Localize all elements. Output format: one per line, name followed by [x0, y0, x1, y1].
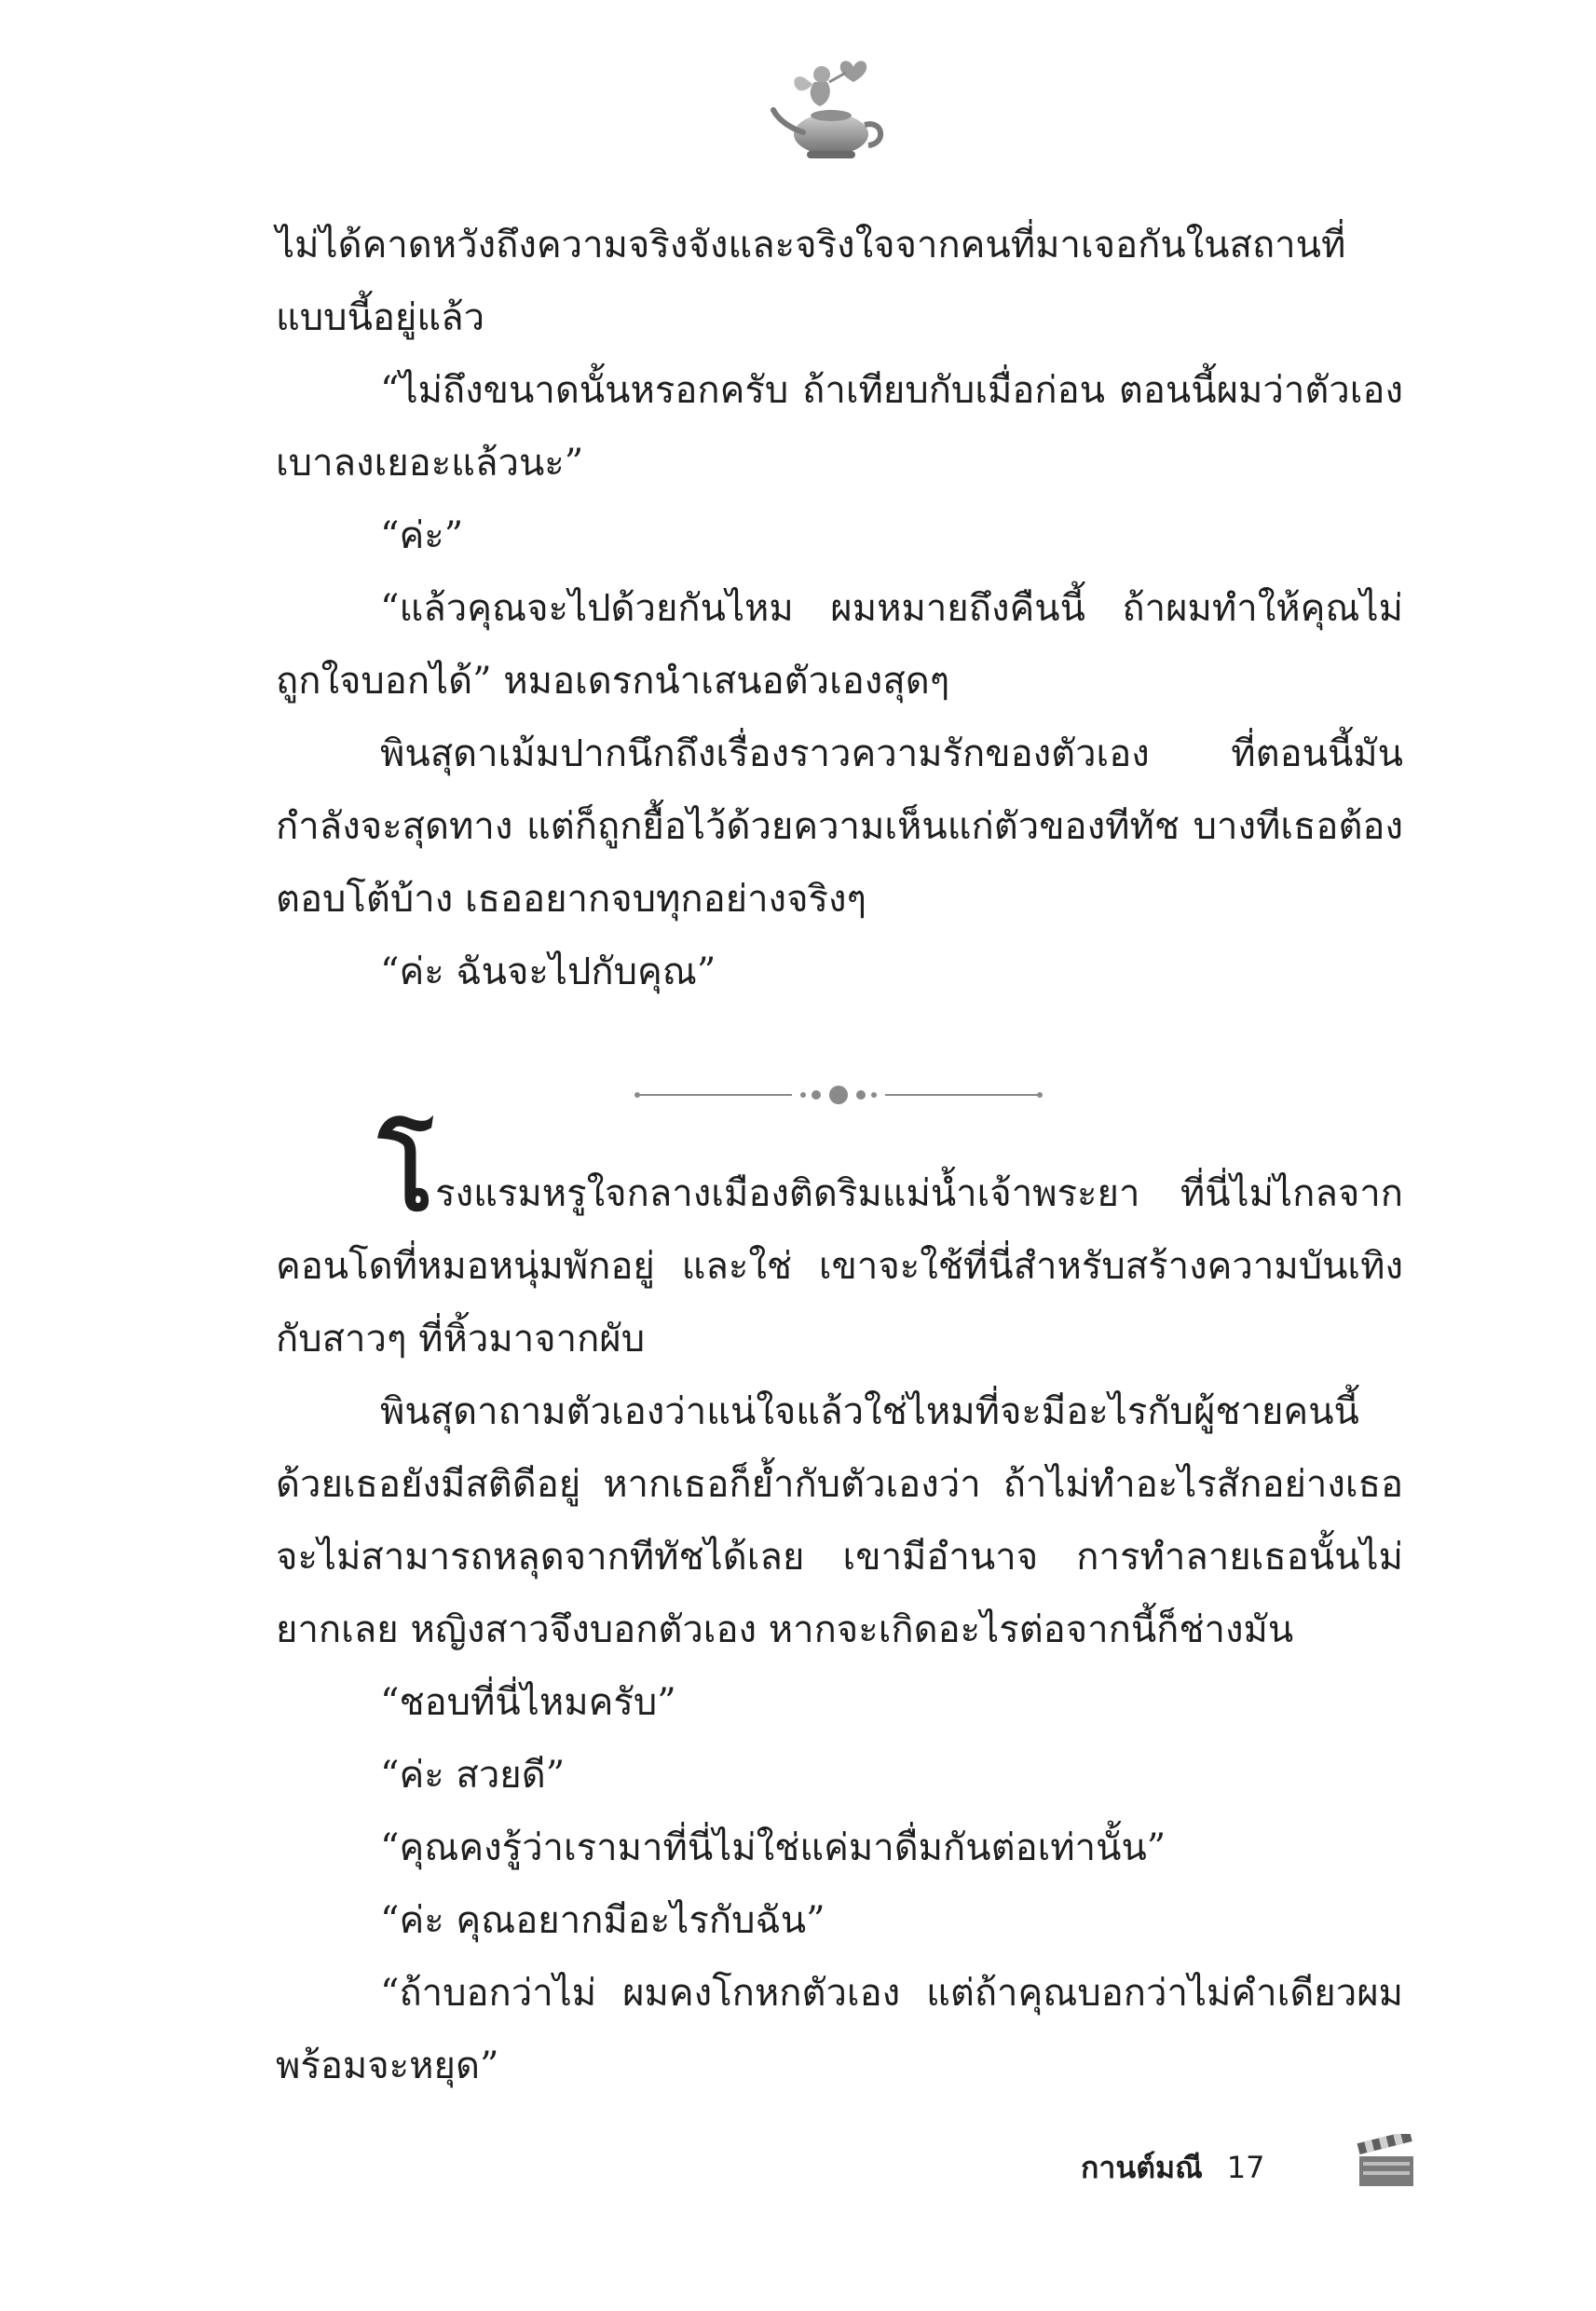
- dialogue-paragraph: “ชอบที่นี่ไหมครับ”: [380, 1681, 676, 1724]
- paragraph: ไม่ได้คาดหวังถึงความจริงจังและจริงใจจากคนที่มาเจอกันในสถานที่แบบนี้อยู่แล้ว: [276, 224, 1346, 339]
- paragraph: พินสุดาถามตัวเองว่าแน่ใจแล้วใช่ไหมที่จะมีอะไรกับผู้ชายคนนี้ด้วยเธอยังมีสติดีอยู่ หากเธอก็ย้ำกับตัวเองว่า ถ้าไม่ทำอะไรสักอย่างเธอจะไม่สามารถหลุดจากทีทัชได้เลย เขามีอำนาจ การทำลายเธอนั้นไม่ยากเลย หญิงสาวจึงบอกตัวเอง หากจะเกิดอะไรต่อจากนี้ก็ช่างมัน: [276, 1390, 1403, 1651]
- film-clapperboard-icon: [1356, 2134, 1417, 2190]
- ornament-divider-icon: [634, 1081, 1044, 1109]
- dialogue-paragraph: “ค่ะ สวยดี”: [380, 1754, 566, 1797]
- text-block-2: [276, 1114, 1403, 2102]
- paragraph: พินสุดาเม้มปากนึกถึงเรื่องราวความรักของตัวเอง ที่ตอนนี้มันกำลังจะสุดทาง แต่ก็ถูกยื้อไว้ด้วยความเห็นแก่ตัวของทีทัช บางทีเธอต้องตอบโต้บ้าง เธออยากจบทุกอย่างจริงๆ: [276, 732, 1403, 921]
- dialogue-paragraph: “คุณคงรู้ว่าเรามาที่นี่ไม่ใช่แค่มาดื่มกันต่อเท่านั้น”: [380, 1826, 1166, 1869]
- book-title: กานต์มณี: [1081, 2149, 1203, 2185]
- drop-cap: โ: [378, 1114, 434, 1234]
- dialogue-paragraph: “ถ้าบอกว่าไม่ ผมคงโกหกตัวเอง แต่ถ้าคุณบอกว่าไม่คำเดียวผมพร้อมจะหยุด”: [276, 1972, 1403, 2087]
- cupid-teapot-icon: [764, 54, 904, 166]
- dialogue-paragraph: “แล้วคุณจะไปด้วยกันไหม ผมหมายถึงคืนนี้ ถ้าผมทำให้คุณไม่ถูกใจบอกได้” หมอเดรกนำเสนอตัวเองสุดๆ: [276, 587, 1403, 703]
- text-block-1: [276, 209, 1403, 1008]
- page-number: 17: [1226, 2150, 1265, 2185]
- dialogue-paragraph: “ค่ะ”: [380, 514, 464, 557]
- opening-paragraph-text: รงแรมหรูใจกลางเมืองติดริมแม่น้ำเจ้าพระยา ที่นี่ไม่ไกลจากคอนโดที่หมอหนุ่มพักอยู่ และใช่ เขาจะใช้ที่นี่สำหรับสร้างความบันเทิงกับสาวๆ ที่หิ้วมาจากผับ: [276, 1172, 1403, 1361]
- dialogue-paragraph: “ค่ะ ฉันจะไปกับคุณ”: [380, 950, 716, 993]
- dialogue-paragraph: “ค่ะ คุณอยากมีอะไรกับฉัน”: [380, 1899, 825, 1942]
- dialogue-paragraph: “ไม่ถึงขนาดนั้นหรอกครับ ถ้าเทียบกับเมื่อก่อน ตอนนี้ผมว่าตัวเองเบาลงเยอะแล้วนะ”: [276, 369, 1403, 485]
- opening-paragraph: [276, 1114, 1403, 1375]
- page-footer: [1081, 2140, 1265, 2195]
